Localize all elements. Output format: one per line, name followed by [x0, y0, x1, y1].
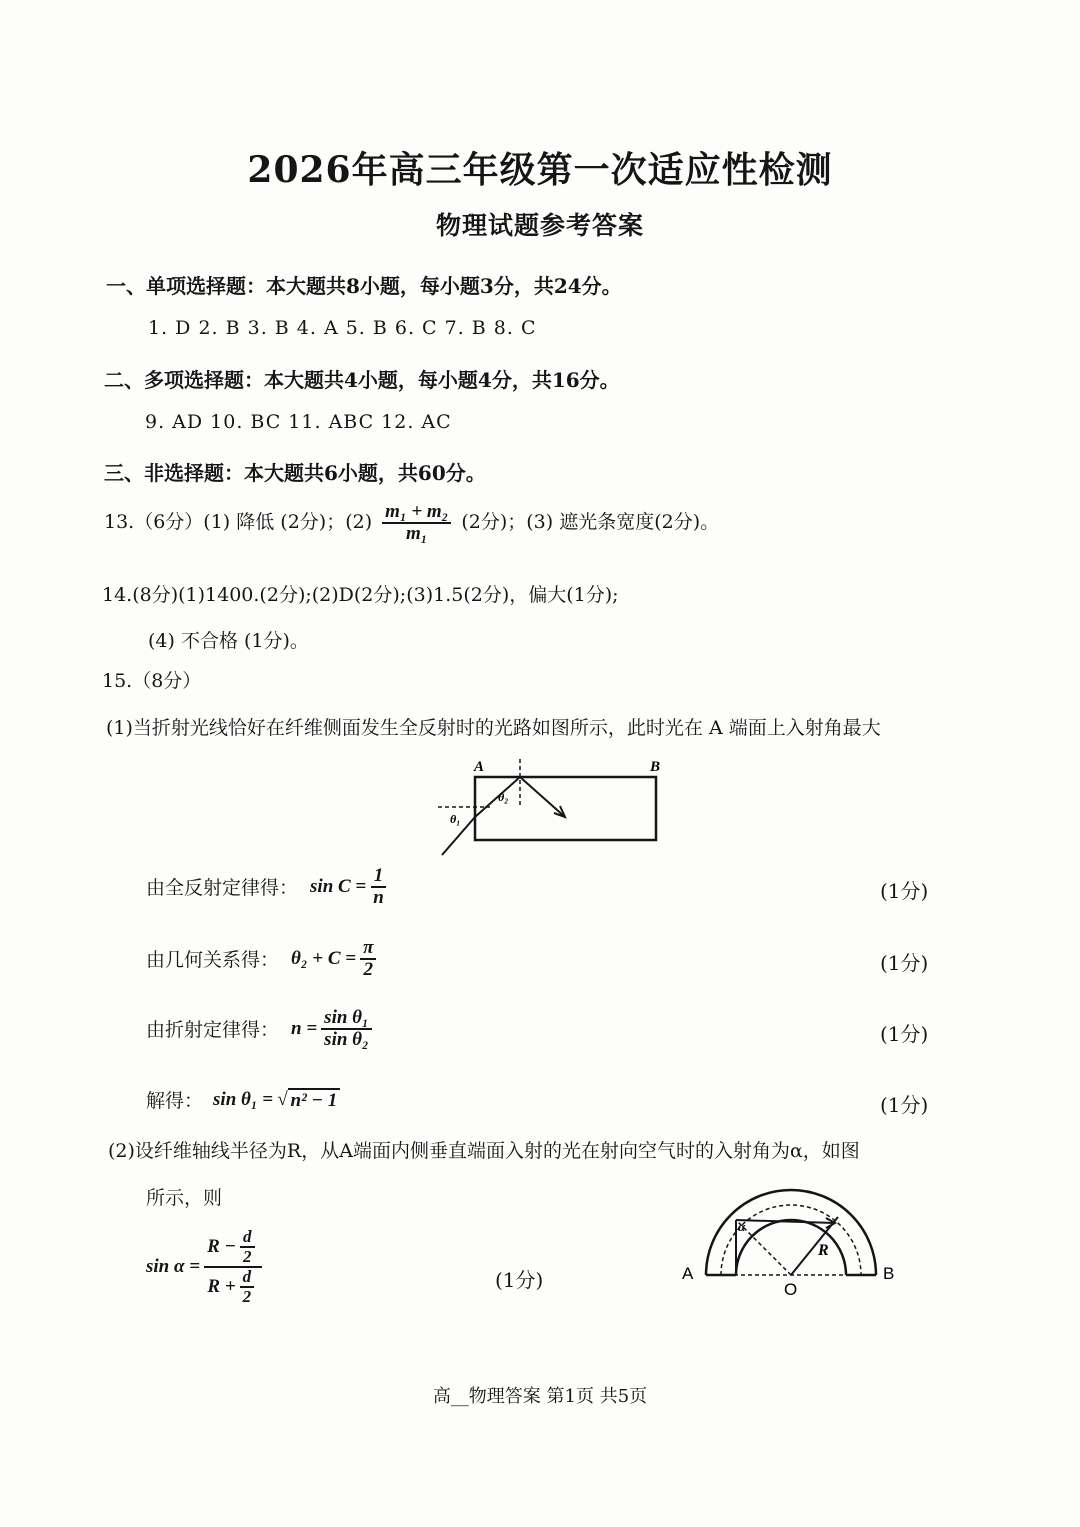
label-theta2: θ₂ — [498, 790, 509, 804]
q15-part2-text: (2)设纤维轴线半径为R，从A端面内侧垂直端面入射的光在射向空气时的入射角为α，如图 — [108, 1140, 860, 1162]
eq3-score: (1分) — [880, 1022, 929, 1046]
q13-prefix: 13.（6分）(1) 降低 (2分)；(2) — [104, 510, 373, 533]
eq5-bot-d: d — [240, 1268, 255, 1288]
axis-arc — [721, 1205, 861, 1275]
section2-answers: 9. AD 10. BC 11. ABC 12. AC — [145, 411, 452, 433]
page-footer: 高__物理答案 第1页 共5页 — [432, 1386, 648, 1407]
eq1-label: 由全反射定律得： — [146, 877, 299, 900]
eq4-label: 解得： — [146, 1090, 204, 1112]
eq3-den: sin θ₂ — [324, 1028, 369, 1050]
label-a: A — [474, 759, 485, 775]
eq1-row — [146, 866, 391, 908]
eq5-bot-a: R + — [207, 1275, 236, 1297]
outer-arc — [706, 1190, 876, 1275]
label-b: B — [650, 759, 661, 775]
sqrt-icon: √ — [277, 1088, 288, 1110]
eq1-fraction — [370, 866, 387, 908]
eq1-num: 1 — [371, 866, 387, 888]
eq4-row — [146, 1086, 340, 1113]
label-o: O — [784, 1280, 798, 1299]
section3-heading: 三、非选择题：本大题共6小题，共60分。 — [104, 461, 486, 485]
eq5-bot-2: 2 — [242, 1286, 252, 1306]
eq2-score: (1分) — [880, 951, 929, 975]
fiber-refraction-diagram — [430, 755, 670, 865]
semicircle-fiber-diagram — [680, 1185, 905, 1299]
q14-line1: 14.(8分)(1)1400.(2分);(2)D(2分);(3)1.5(2分)，偏大(1分); — [102, 584, 619, 606]
eq5-bot-frac — [240, 1268, 255, 1306]
eq1-score: (1分) — [880, 879, 929, 903]
fiber-rectangle — [475, 777, 656, 840]
q15-heading: 15.（8分） — [102, 670, 202, 692]
eq2-lhs: θ₂ + C = — [291, 947, 357, 969]
eq1-lhs: sin C = — [310, 875, 367, 897]
section2-heading: 二、多项选择题：本大题共4小题，每小题4分，共16分。 — [104, 368, 620, 392]
eq4-score: (1分) — [880, 1093, 929, 1117]
label-a-2: A — [682, 1264, 694, 1283]
eq5-top-2: 2 — [243, 1246, 252, 1266]
eq2-num: π — [360, 938, 376, 960]
eq3-num: sin θ₁ — [321, 1008, 371, 1030]
section1-answers: 1. D 2. B 3. B 4. A 5. B 6. C 7. B 8. C — [148, 317, 537, 339]
label-b-2: B — [883, 1264, 895, 1283]
section1-heading: 一、单项选择题：本大题共8小题，每小题3分，共24分。 — [106, 274, 622, 298]
eq2-row — [146, 938, 380, 980]
q15-part2-text2: 所示，则 — [146, 1187, 223, 1209]
eq5-denominator — [204, 1268, 261, 1306]
eq5-fraction — [204, 1228, 261, 1305]
page-title: 2026年高三年级第一次适应性检测 — [247, 149, 833, 191]
label-theta1: θ₁ — [450, 812, 461, 826]
eq4-radicand: n² − 1 — [288, 1088, 341, 1112]
q13-fraction — [382, 502, 451, 544]
eq5-top-a: R − — [207, 1235, 237, 1257]
eq3-fraction — [321, 1008, 371, 1050]
page-subtitle: 物理试题参考答案 — [435, 211, 644, 240]
eq3-row — [146, 1008, 376, 1050]
q15-part1-text: (1)当折射光线恰好在纤维侧面发生全反射时的光路如图所示，此时光在 A 端面上入射角最大 — [106, 717, 881, 739]
eq5-top-d: d — [240, 1228, 255, 1248]
eq3-label: 由折射定律得： — [146, 1019, 280, 1042]
eq2-label: 由几何关系得： — [146, 949, 280, 972]
eq5-numerator — [204, 1228, 261, 1268]
eq5-score: (1分) — [495, 1268, 544, 1292]
q13-frac-num: m₁ + m₂ — [382, 502, 451, 524]
label-alpha: α — [738, 1219, 746, 1234]
reflected-ray — [520, 777, 565, 817]
eq5-row — [146, 1228, 266, 1305]
eq2-fraction — [360, 938, 376, 980]
eq2-den: 2 — [363, 958, 374, 980]
q13-answer — [104, 502, 719, 544]
eq3-lhs: n = — [291, 1017, 318, 1039]
q13-frac-den: m₁ — [406, 522, 428, 544]
eq4-lhs: sin θ₁ = — [213, 1088, 274, 1110]
label-r: R — [818, 1242, 829, 1259]
q13-suffix: (2分)；(3) 遮光条宽度(2分)。 — [461, 510, 720, 533]
q14-line2: (4) 不合格 (1分)。 — [148, 630, 309, 652]
eq1-den: n — [373, 886, 384, 908]
eq5-top-frac — [240, 1228, 255, 1266]
eq5-lhs: sin α = — [146, 1255, 201, 1277]
